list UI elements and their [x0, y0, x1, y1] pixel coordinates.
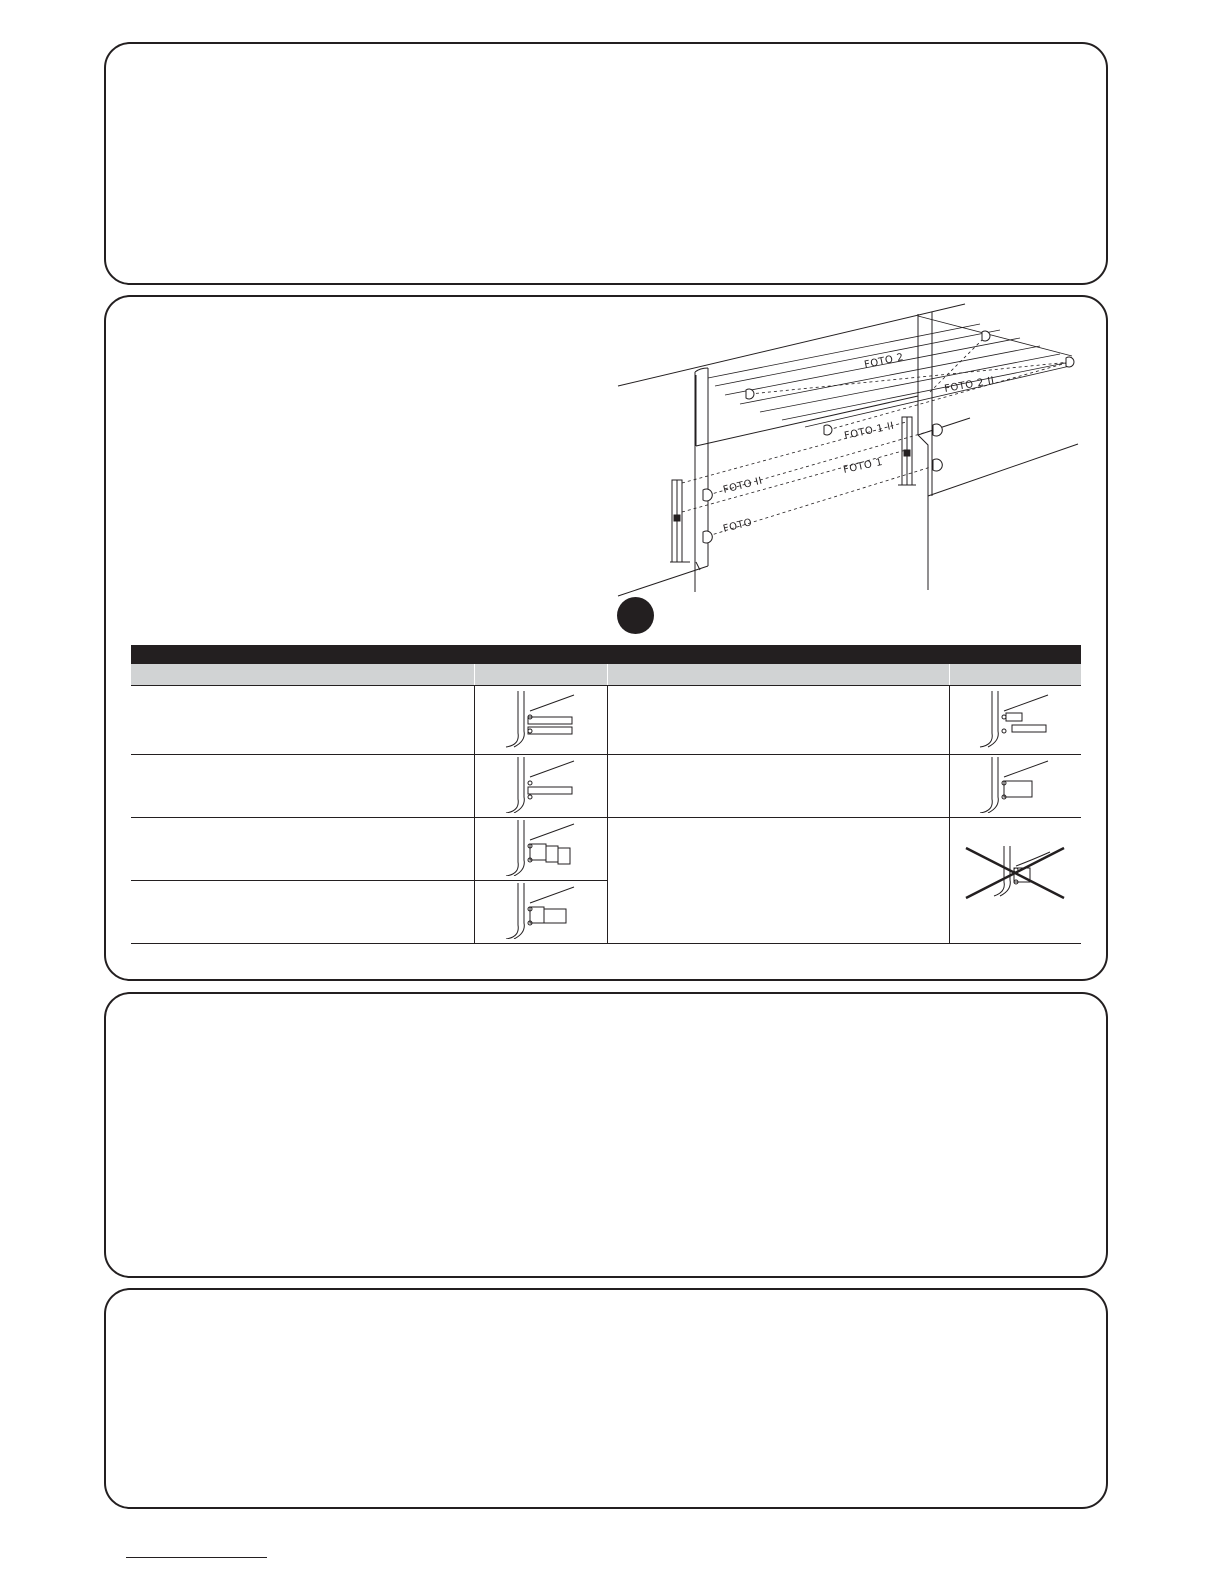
table-cell-description [131, 686, 474, 755]
table-cell-description [131, 755, 474, 818]
table-header-bar [131, 645, 1081, 664]
jumper-triple-icon [500, 818, 582, 876]
jumper-configuration-table [131, 645, 1081, 944]
section-box-1 [104, 42, 1108, 285]
label-foto2-ii: FOTO 2 II [943, 375, 996, 395]
photocell-installation-diagram [600, 300, 1090, 600]
table-row [131, 818, 1081, 881]
table-row [131, 755, 1081, 818]
beam-labels [722, 352, 995, 535]
table-cell-jumper [474, 881, 607, 944]
label-foto2: FOTO 2 [863, 351, 905, 371]
table-cell-jumper [949, 755, 1081, 818]
jumper-single-top-icon [974, 755, 1056, 813]
table-cell-jumper [474, 686, 607, 755]
table-cell-description [131, 818, 474, 881]
section-box-4 [104, 1288, 1108, 1509]
jumper-not-allowed-icon [960, 844, 1070, 914]
table-cell-jumper [949, 818, 1081, 944]
jumper-single-short-icon [500, 881, 582, 939]
label-foto1: FOTO 1 [842, 456, 884, 476]
table-subheader [131, 664, 1081, 686]
label-foto: FOTO [722, 517, 754, 535]
label-foto1-ii: FOTO 1 II [843, 420, 896, 442]
jumper-double-top-icon [974, 687, 1056, 749]
table-cell-description [607, 686, 949, 755]
table-cell-description [607, 818, 949, 944]
jumper-double-pair-icon [500, 687, 582, 749]
table-cell-jumper [949, 686, 1081, 755]
section-box-3 [104, 992, 1108, 1278]
footer-rule [126, 1557, 267, 1558]
table-row [131, 686, 1081, 755]
table-cell-description [131, 881, 474, 944]
jumper-single-bottom-icon [500, 755, 582, 813]
table-cell-description [607, 755, 949, 818]
table-cell-jumper [474, 818, 607, 881]
figure-number-marker [617, 597, 654, 634]
table-cell-jumper [474, 755, 607, 818]
label-foto-ii: FOTO II [722, 475, 764, 496]
